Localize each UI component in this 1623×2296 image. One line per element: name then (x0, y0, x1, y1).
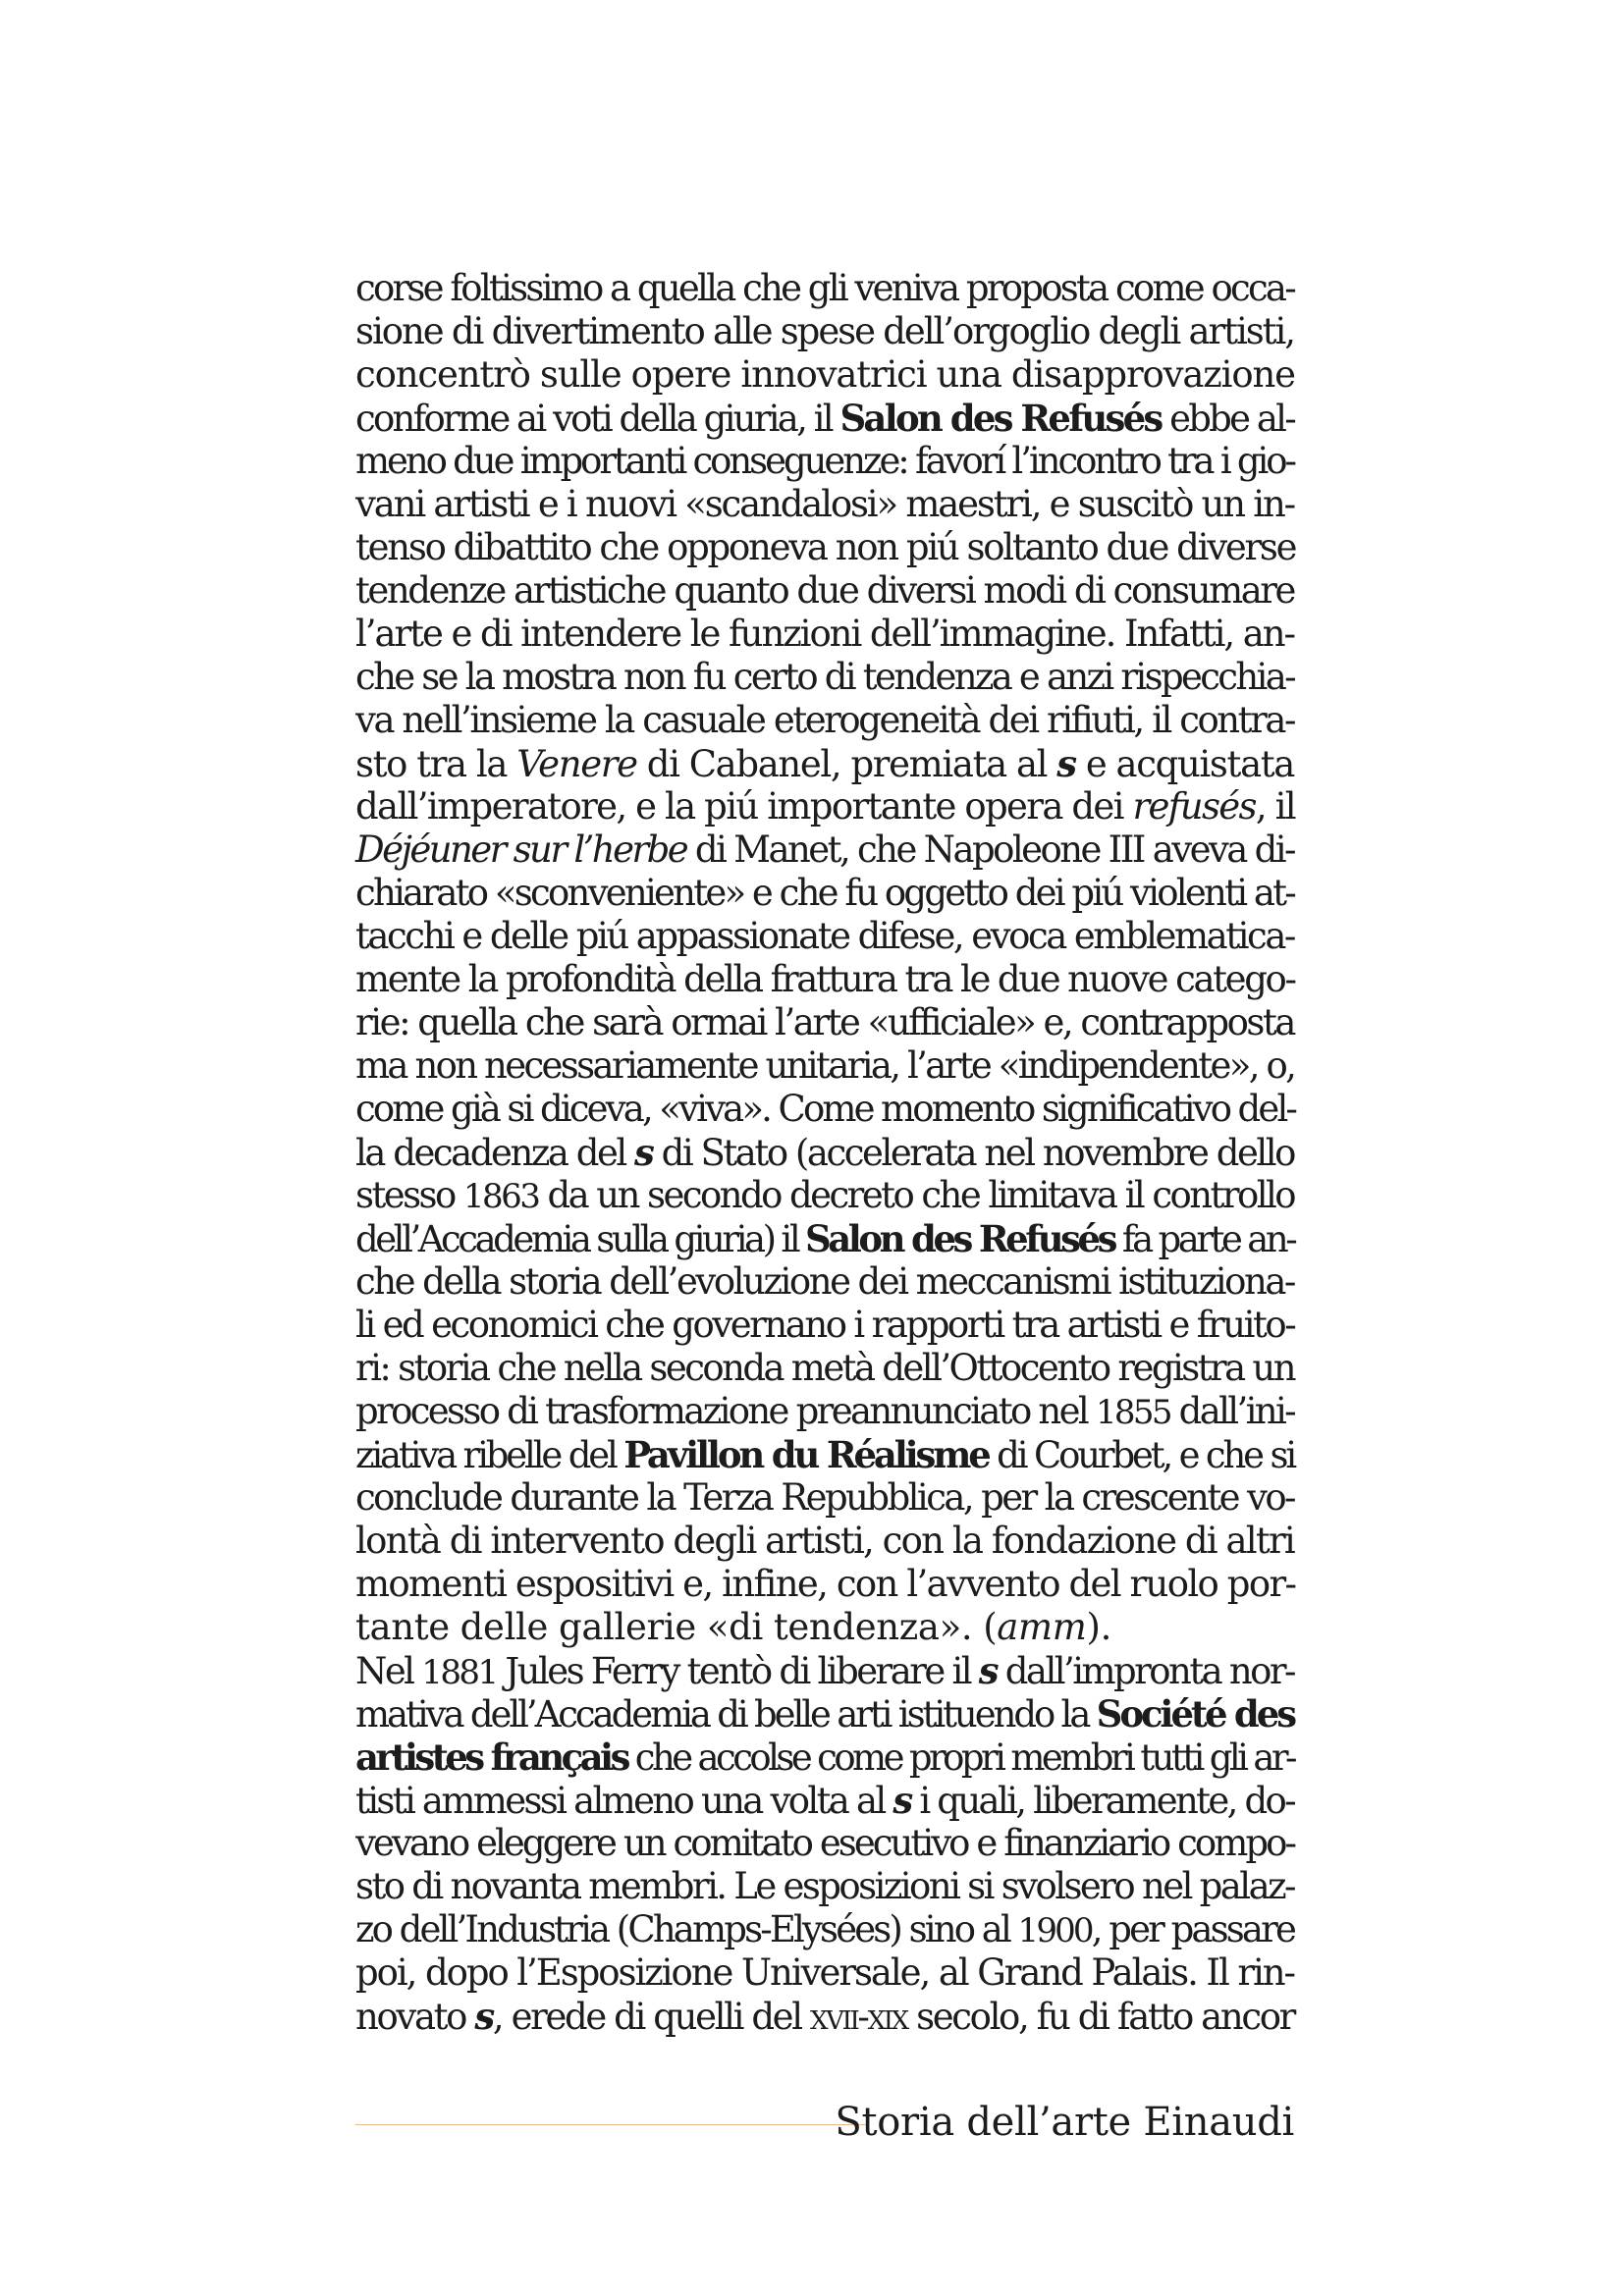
text-run: tacchi e delle piú appassionate difese, evoca emblematica- (355, 915, 1294, 957)
text-line (355, 872, 1294, 915)
styled-run: 1900 (1017, 1911, 1092, 1950)
text-line (355, 828, 1294, 872)
styled-run: amm (997, 1606, 1087, 1648)
text-run: tante delle gallerie «di tendenza». ( (355, 1606, 998, 1648)
text-line (355, 526, 1294, 569)
styled-run: s (978, 1649, 998, 1692)
text-line (355, 1088, 1294, 1131)
styled-run: xvii-xix (809, 1996, 907, 2038)
text-line (355, 1735, 1294, 1779)
styled-run: refusés (1132, 785, 1256, 828)
text-line (355, 1606, 1294, 1649)
text-run: rie: quella che sarà ormai l’arte «ufficiale» e, contrapposta (355, 1001, 1294, 1043)
styled-run: Venere (516, 743, 637, 785)
text-run: vevano eleggere un comitato esecutivo e finanziario compo- (355, 1822, 1294, 1864)
styled-run: 1863 (462, 1177, 539, 1216)
text-run: vani artisti e i nuovi «scandalosi» maestri, e suscitò un in- (355, 483, 1294, 525)
styled-run: Salon des Refusés (805, 1217, 1115, 1260)
styled-run: s (474, 1995, 493, 2038)
text-run: zo dell’Industria (Champs-Elysées) sino al (355, 1908, 1018, 1950)
text-line (355, 1217, 1294, 1260)
text-run: , erede di quelli del (492, 1996, 810, 2038)
text-run: fa parte an- (1114, 1218, 1295, 1260)
styled-run: Société des (1096, 1692, 1295, 1735)
text-line (355, 1908, 1294, 1951)
text-run: stesso (355, 1174, 463, 1216)
text-run: tisti ammessi almeno una volta al (355, 1780, 893, 1822)
text-line (355, 1822, 1294, 1865)
text-line (355, 613, 1294, 656)
text-run: , il (1255, 785, 1295, 828)
text-run: conclude durante la Terza Repubblica, per la crescente vo- (355, 1476, 1294, 1519)
text-run: che accolse come propri membri tutti gli ar- (626, 1736, 1294, 1779)
text-run: mente la profondità della frattura tra le due nuove catego- (355, 958, 1295, 1000)
text-run: va nell’insieme la casuale eterogeneità dei rifiuti, il contra- (355, 699, 1294, 741)
text-line (355, 915, 1294, 958)
text-line (355, 310, 1294, 353)
text-run: corse foltissimo a quella che gli veniva proposta come occa- (355, 267, 1294, 309)
text-line (355, 1563, 1294, 1606)
text-run: ziativa ribelle del (355, 1434, 624, 1476)
text-run: ri: storia che nella seconda metà dell’Ottocento registra un (355, 1347, 1294, 1389)
text-line (355, 440, 1294, 483)
text-line (355, 1044, 1294, 1088)
text-line (355, 1174, 1294, 1217)
footer-rule (355, 2124, 866, 2125)
text-line (355, 1001, 1294, 1044)
text-line (355, 785, 1294, 828)
text-run: sto tra la (355, 743, 517, 785)
text-run: i quali, liberamente, do- (910, 1780, 1295, 1822)
text-run: momenti espositivi e, infine, con l’avvento del ruolo por- (355, 1563, 1296, 1605)
text-run: lontà di intervento degli artisti, con la fondazione di altri (355, 1520, 1294, 1562)
text-run: la decadenza del (355, 1132, 635, 1174)
text-run: sto di novanta membri. Le esposizioni si svolsero nel palaz- (355, 1865, 1294, 1907)
text-line (355, 1865, 1294, 1908)
text-run: Jules Ferry tentò di liberare il (496, 1650, 979, 1692)
text-run: come già si diceva, «viva». Come momento significativo del- (355, 1088, 1296, 1130)
text-run: di Stato (accelerata nel novembre dello (652, 1132, 1294, 1174)
text-run: da un secondo decreto che limitava il controllo (538, 1174, 1294, 1216)
text-line (355, 353, 1294, 397)
footer-title: Storia dell’arte Einaudi (835, 2100, 1294, 2145)
text-line (355, 1390, 1294, 1433)
text-line (355, 1649, 1294, 1692)
text-run: ). (1086, 1606, 1111, 1648)
text-run: tenso dibattito che opponeva non piú soltanto due diverse (355, 526, 1296, 568)
styled-run: 1855 (1095, 1393, 1170, 1432)
styled-run: 1881 (421, 1653, 497, 1692)
text-run: che se la mostra non fu certo di tendenza e anzi rispecchia- (355, 656, 1294, 698)
text-run: li ed economici che governano i rapporti tra artisti e fruito- (355, 1304, 1295, 1346)
text-line (355, 1260, 1294, 1304)
text-run: dall’impronta nor- (997, 1650, 1294, 1692)
text-run: dall’imperatore, e la piú importante opera dei (355, 785, 1133, 828)
text-line (355, 1347, 1294, 1390)
text-run: di Courbet, e che si (988, 1434, 1294, 1476)
text-run: concentrò sulle opere innovatrici una disapprovazione (355, 353, 1295, 396)
styled-run: artistes français (355, 1735, 627, 1779)
text-run: dell’Accademia sulla giuria) il (355, 1218, 806, 1260)
text-run: l’arte e di intendere le funzioni dell’immagine. Infatti, an- (355, 613, 1294, 655)
text-run: processo di trasformazione preannunciato nel (355, 1390, 1096, 1432)
styled-run: s (634, 1131, 653, 1174)
text-run: sione di divertimento alle spese dell’orgoglio degli artisti, (355, 310, 1294, 352)
text-line (355, 1304, 1294, 1347)
text-run: che della storia dell’evoluzione dei meccanismi istituziona- (355, 1260, 1294, 1303)
text-line (355, 483, 1294, 526)
styled-run: s (1056, 742, 1076, 785)
text-run: novato (355, 1996, 475, 2038)
styled-run: Salon des Refusés (839, 397, 1162, 440)
text-run: meno due importanti conseguenze: favorí l’incontro tra i gio- (355, 440, 1294, 482)
styled-run: Pavillon du Réalisme (623, 1433, 989, 1476)
text-line (355, 1131, 1294, 1174)
text-line (355, 1692, 1294, 1735)
text-line (355, 958, 1294, 1001)
styled-run: s (893, 1779, 911, 1822)
text-line (355, 1433, 1294, 1476)
text-run: mativa dell’Accademia di belle arti istituendo la (355, 1693, 1097, 1735)
text-line (355, 742, 1294, 785)
text-line (355, 397, 1294, 440)
text-run: , per passare (1091, 1908, 1294, 1950)
text-run: ma non necessariamente unitaria, l’arte «indipendente», o, (355, 1044, 1295, 1087)
text-run: poi, dopo l’Esposizione Universale, al Grand Palais. Il rin- (355, 1951, 1294, 1994)
text-run: Nel (355, 1650, 422, 1692)
text-line (355, 1520, 1294, 1563)
text-run: e acquistata (1075, 743, 1295, 785)
text-run: di Cabanel, premiata al (636, 743, 1057, 785)
text-run: tendenze artistiche quanto due diversi modi di consumare (355, 569, 1294, 612)
body-text (355, 267, 1294, 2038)
text-line (355, 267, 1294, 310)
text-run: dall’ini- (1169, 1390, 1294, 1432)
text-line (355, 1476, 1294, 1520)
text-run: di Manet, che Napoleone III aveva di- (686, 828, 1294, 871)
text-line (355, 1995, 1294, 2038)
text-line (355, 1779, 1294, 1822)
text-line (355, 569, 1294, 613)
text-run: secolo, fu di fatto ancor (906, 1996, 1294, 2038)
text-run: conforme ai voti della giuria, il (355, 398, 840, 440)
text-run: chiarato «sconveniente» e che fu oggetto dei piú violenti at- (355, 872, 1294, 914)
text-line (355, 699, 1294, 742)
text-line (355, 656, 1294, 699)
styled-run: Déjéuner sur l’herbe (355, 828, 687, 871)
text-line (355, 1951, 1294, 1995)
text-run: ebbe al- (1161, 398, 1294, 440)
